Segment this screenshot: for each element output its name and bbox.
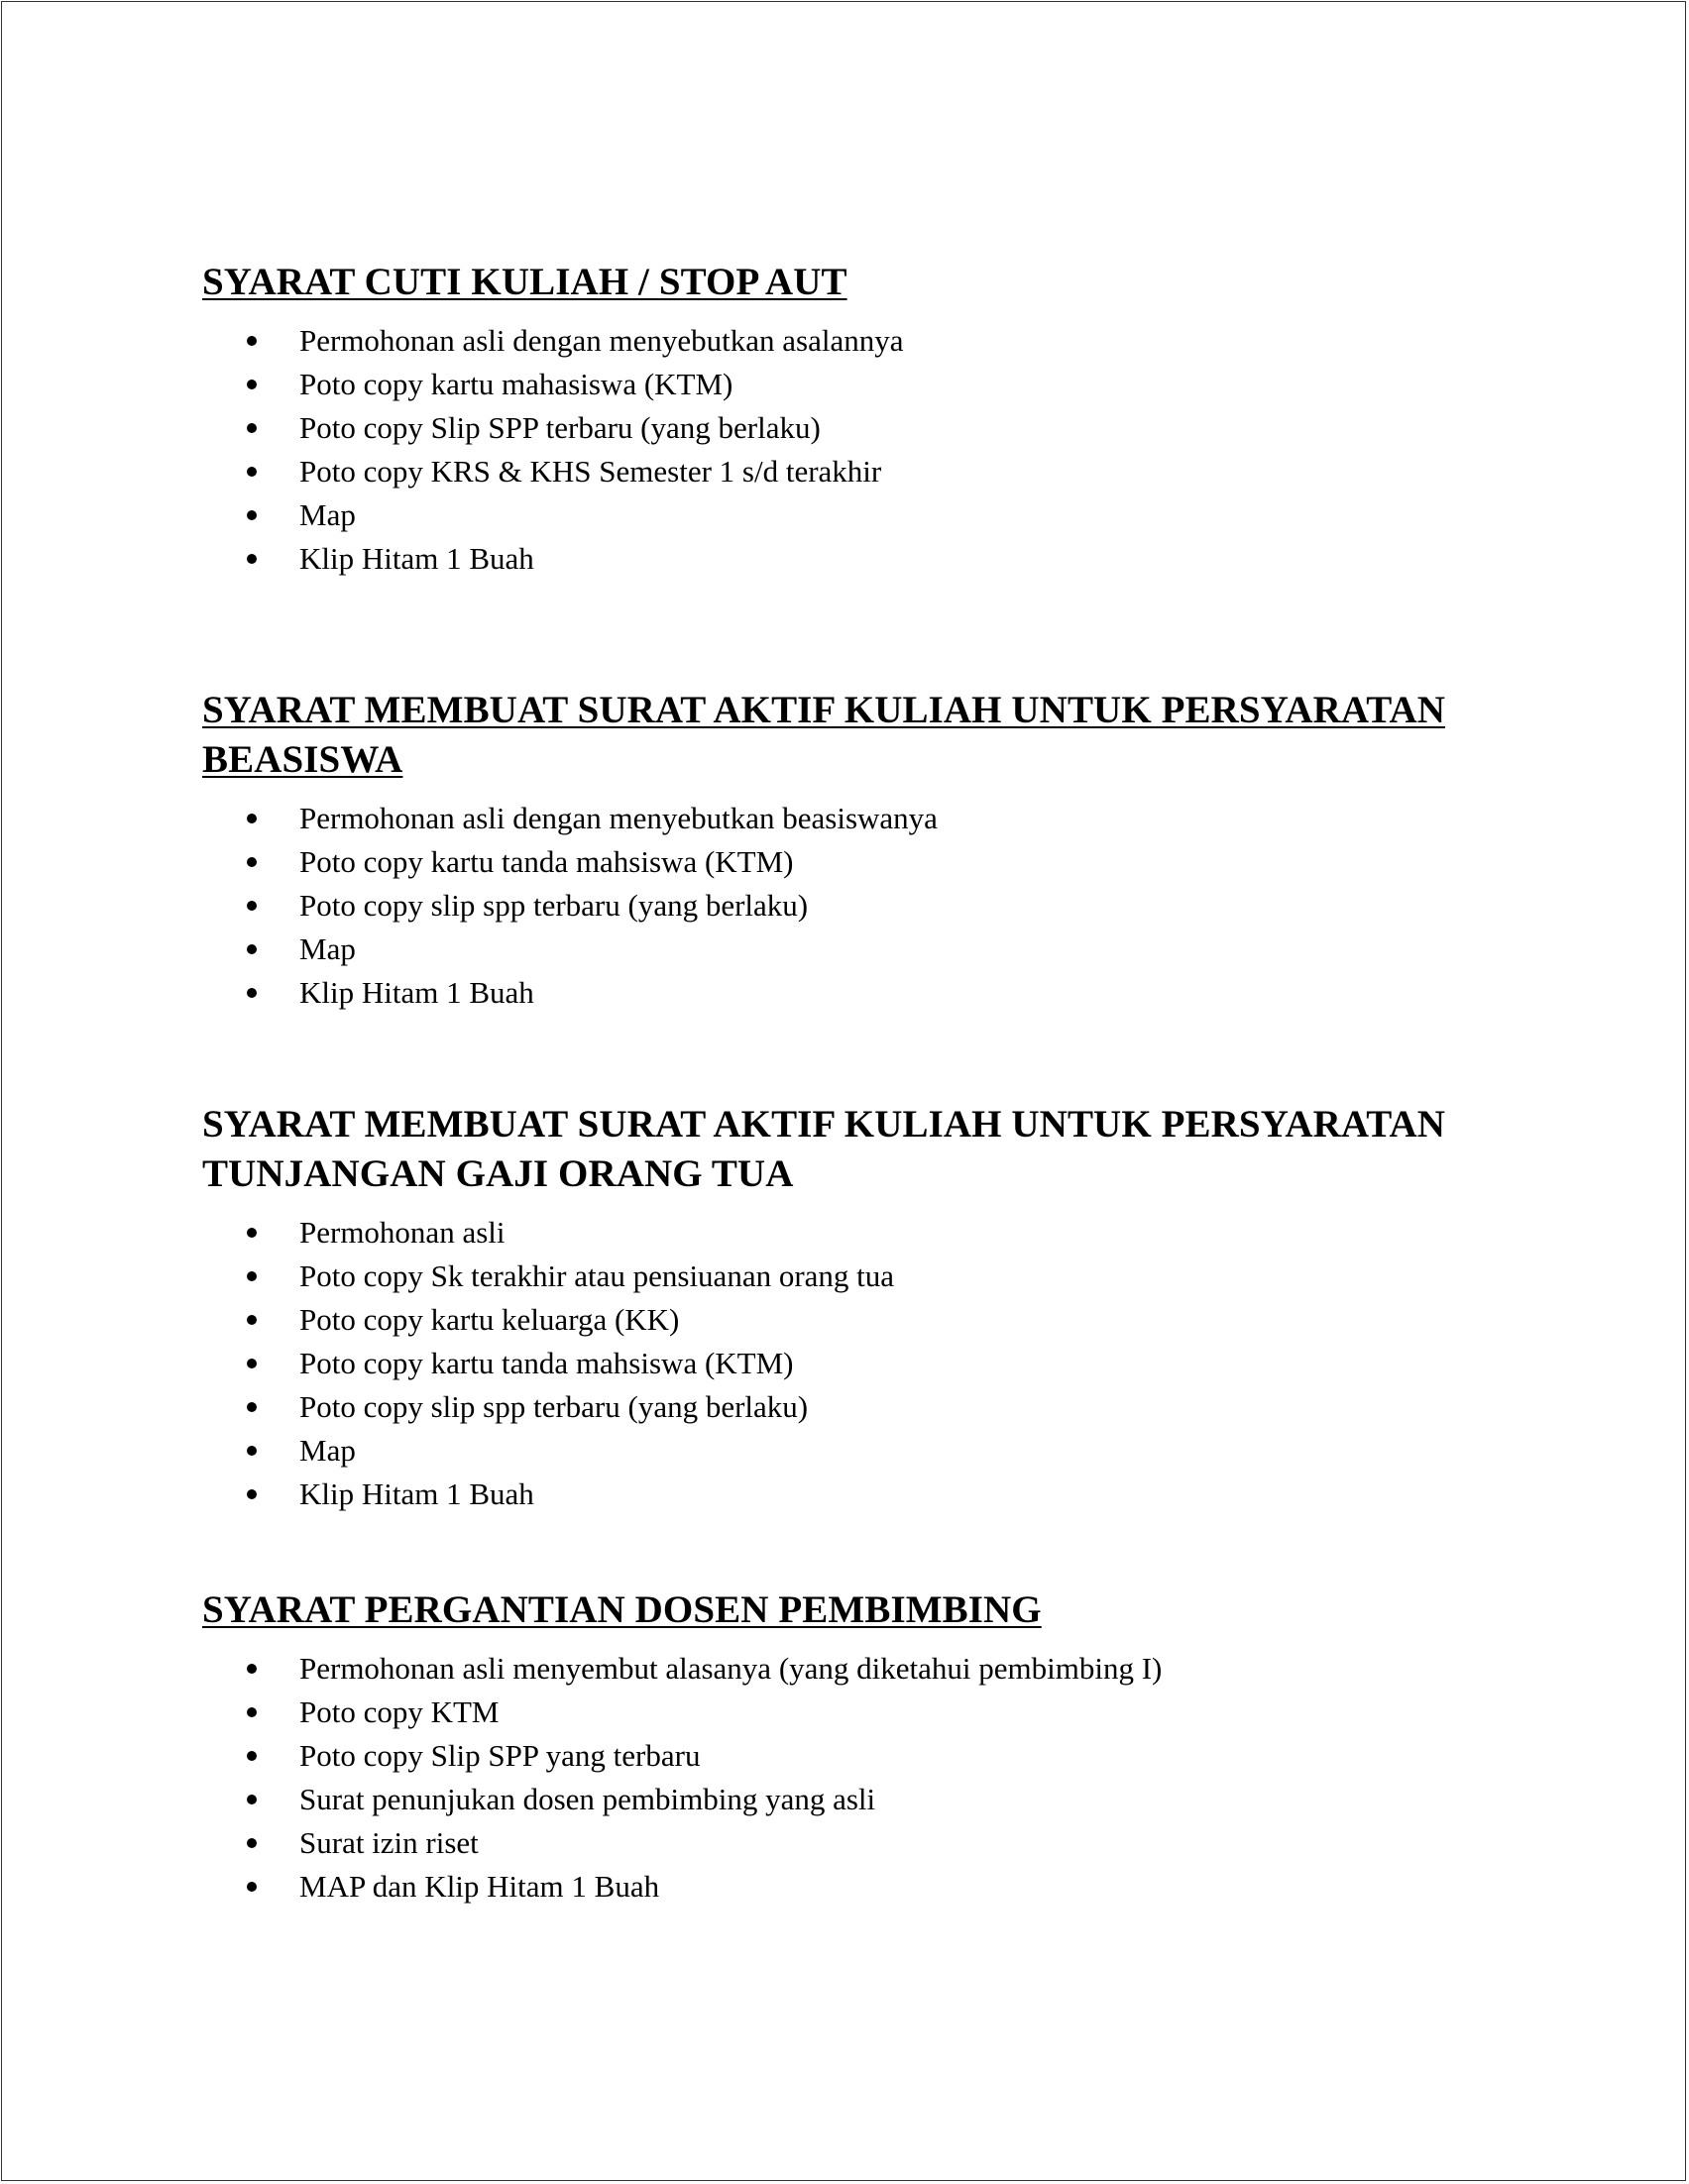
list-item: Permohonan asli dengan menyebutkan asalannya xyxy=(299,319,903,363)
list-item: Poto copy kartu tanda mahsiswa (KTM) xyxy=(299,1342,1445,1385)
list-item: Poto copy KRS & KHS Semester 1 s/d terakhir xyxy=(299,450,903,493)
requirements-list xyxy=(202,1647,1162,1909)
bullet-icon xyxy=(247,1489,257,1499)
bullet-icon xyxy=(247,1228,257,1238)
bullet-icon xyxy=(247,1359,257,1368)
bullet-icon xyxy=(247,1664,257,1674)
bullet-icon xyxy=(247,1446,257,1456)
list-item: Map xyxy=(299,928,1445,971)
document-page xyxy=(1,1,1686,2181)
bullet-icon xyxy=(247,1751,257,1761)
bullet-icon xyxy=(247,901,257,911)
requirements-list xyxy=(202,1211,1445,1516)
bullet-icon xyxy=(247,510,257,520)
list-item: Poto copy slip spp terbaru (yang berlaku) xyxy=(299,1385,1445,1429)
list-item: Surat penunjukan dosen pembimbing yang asli xyxy=(299,1778,1162,1821)
bullet-icon xyxy=(247,1402,257,1412)
bullet-icon xyxy=(247,467,257,477)
bullet-icon xyxy=(247,857,257,867)
list-item: Klip Hitam 1 Buah xyxy=(299,1473,1445,1516)
list-item: Poto copy slip spp terbaru (yang berlaku) xyxy=(299,884,1445,928)
list-item: Surat izin riset xyxy=(299,1821,1162,1865)
section-pergantian-dosen xyxy=(202,1585,1162,1909)
list-item: Poto copy Slip SPP yang terbaru xyxy=(299,1734,1162,1778)
bullet-icon xyxy=(247,1271,257,1281)
list-item: Poto copy kartu mahasiswa (KTM) xyxy=(299,363,903,406)
section-cuti-kuliah xyxy=(202,258,903,581)
list-item: Permohonan asli dengan menyebutkan beasiswanya xyxy=(299,797,1445,840)
list-item: Klip Hitam 1 Buah xyxy=(299,971,1445,1015)
bullet-icon xyxy=(247,988,257,998)
list-item: Permohonan asli menyembut alasanya (yang diketahui pembimbing I) xyxy=(299,1647,1162,1691)
requirements-list xyxy=(202,319,903,581)
list-item: Poto copy Sk terakhir atau pensiuanan orang tua xyxy=(299,1255,1445,1298)
list-item: Map xyxy=(299,1429,1445,1473)
list-item: Poto copy kartu tanda mahsiswa (KTM) xyxy=(299,840,1445,884)
section-heading: SYARAT PERGANTIAN DOSEN PEMBIMBING xyxy=(202,1588,1042,1631)
bullet-icon xyxy=(247,336,257,346)
list-item: Map xyxy=(299,493,903,537)
bullet-icon xyxy=(247,814,257,823)
bullet-icon xyxy=(247,1838,257,1848)
section-surat-aktif-tunjangan xyxy=(202,1100,1445,1516)
list-item: Poto copy kartu keluarga (KK) xyxy=(299,1298,1445,1342)
bullet-icon xyxy=(247,554,257,564)
bullet-icon xyxy=(247,944,257,954)
list-item: Klip Hitam 1 Buah xyxy=(299,537,903,581)
section-heading: SYARAT MEMBUAT SURAT AKTIF KULIAH UNTUK PERSYARATAN TUNJANGAN GAJI ORANG TUA xyxy=(202,1103,1446,1195)
requirements-list xyxy=(202,797,1445,1015)
section-heading: SYARAT CUTI KULIAH / STOP AUT xyxy=(202,261,847,303)
bullet-icon xyxy=(247,423,257,433)
list-item: Poto copy Slip SPP terbaru (yang berlaku) xyxy=(299,406,903,450)
list-item: Permohonan asli xyxy=(299,1211,1445,1255)
list-item: Poto copy KTM xyxy=(299,1691,1162,1734)
bullet-icon xyxy=(247,1882,257,1892)
section-heading: SYARAT MEMBUAT SURAT AKTIF KULIAH UNTUK PERSYARATAN BEASISWA xyxy=(202,689,1446,781)
bullet-icon xyxy=(247,1315,257,1325)
bullet-icon xyxy=(247,380,257,389)
section-surat-aktif-beasiswa xyxy=(202,686,1445,1015)
list-item: MAP dan Klip Hitam 1 Buah xyxy=(299,1865,1162,1909)
bullet-icon xyxy=(247,1795,257,1804)
bullet-icon xyxy=(247,1707,257,1717)
